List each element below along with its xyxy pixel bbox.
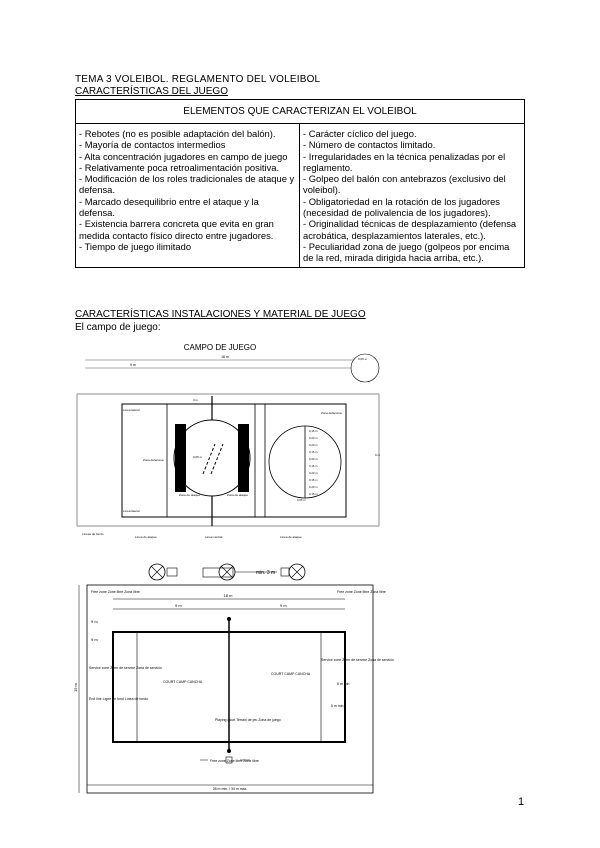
- tick-label: 0,20 m: [309, 443, 318, 447]
- court-label: Línea de ataque: [135, 535, 157, 539]
- tick-label: 0,15 m: [309, 450, 318, 454]
- tick-label: 0,15 m: [309, 492, 318, 496]
- list-item: - Originalidad técnicas de desplazamiento (defensa acrobática, desplazamientos laterales, etc.).: [303, 218, 517, 241]
- figure-title: CAMPO DE JUEGO: [183, 343, 257, 352]
- court-label: Zona defensiva: [321, 411, 342, 415]
- page-number: 1: [518, 796, 525, 808]
- dimension-label: 3 m: [193, 398, 199, 402]
- court-label: Free zone Zone libre Zona libre: [210, 759, 259, 763]
- court-label: Línea lateral: [123, 408, 140, 412]
- dimension-label: 9 m: [280, 603, 287, 608]
- dimension-label: 9 m: [130, 363, 136, 367]
- list-item: - Tiempo de juego ilimitado: [79, 240, 192, 252]
- tick-label: 0,20 m: [309, 436, 318, 440]
- tick-label: 0,15 m: [309, 464, 318, 468]
- list-item: - Modificación de los roles tradicionales de ataque y defensa.: [79, 173, 295, 196]
- court-label: Línea lateral: [123, 509, 140, 513]
- tick-label: 0,20 m: [309, 457, 318, 461]
- tick-label: 0,20 m: [309, 471, 318, 475]
- list-item: - Irregularidades en la técnica penalizadas por el reglamento.: [303, 150, 506, 173]
- list-item: - Golpeo del balón con antebrazos (exclusivo del voleibol).: [303, 173, 506, 196]
- list-item: - Número de contactos limitado.: [303, 139, 436, 151]
- court-label: Zona de ataque: [179, 493, 201, 497]
- court-plan-figure: [73, 557, 394, 799]
- dimension-label: 0,05 m: [193, 455, 203, 459]
- tick-label: 0,15 m: [309, 478, 318, 482]
- list-item: - Existencia barrera concreta que evita en gran medida contacto físico directo entre jugadores.: [79, 218, 274, 241]
- section-subheading-court: El campo de juego:: [75, 322, 161, 333]
- list-item: - Obligatoriedad en la rotación de los jugadores (necesidad de polivalencia de los jugadores).: [303, 195, 500, 219]
- dimension-label: 0,05 m: [297, 498, 306, 502]
- dimension-label: 6 m min: [337, 682, 350, 686]
- document-title: TEMA 3 VOLEIBOL. REGLAMENTO DEL VOLEIBOL: [75, 74, 321, 85]
- list-item: - Relativamente poca retroalimentación positiva.: [79, 161, 280, 173]
- court-label: COURT CAMP CANCHA: [163, 680, 203, 684]
- court-label: COURT CAMP CANCHA: [271, 672, 311, 676]
- section-heading-game-characteristics: CARACTERÍSTICAS DEL JUEGO: [75, 86, 228, 97]
- court-label: Service zone Zone de service Zona de servicio: [321, 658, 394, 662]
- dimension-label: 9 m: [175, 603, 182, 608]
- dimension-label: 9 m: [91, 619, 98, 624]
- section-heading-facilities: CARACTERÍSTICAS INSTALACIONES Y MATERIAL DE JUEGO: [75, 309, 366, 320]
- table-right-column: [300, 124, 525, 268]
- court-label: Línea central: [205, 535, 223, 539]
- dimension-label: 28 m min. / 34 m máx.: [212, 787, 248, 791]
- dimension-label: 0,05 m: [358, 357, 368, 361]
- court-diagram-figure: [75, 336, 385, 554]
- tick-label: 0,15 m: [309, 429, 318, 433]
- characteristics-table: [75, 99, 525, 268]
- court-label: Zona de ataque: [227, 493, 249, 497]
- court-label: Línea de ataque: [280, 535, 302, 539]
- court-label: Zona defensiva: [143, 458, 164, 462]
- dimension-label: 9 m: [91, 637, 98, 642]
- dimension-label: 18 m: [221, 355, 229, 359]
- table-heading: ELEMENTOS QUE CARACTERIZAN EL VOLEIBOL: [76, 100, 525, 124]
- list-item: - Peculiaridad zona de juego (golpeos por encima de la red, mirada dirigida hacia arriba, etc.).: [303, 240, 510, 264]
- court-label: [91, 590, 140, 594]
- table-left-column: [76, 124, 300, 268]
- court-label: Playing court Terrain de jeu Zona de juego: [215, 718, 281, 722]
- court-label: Free zone Zone libre Zona libre: [337, 590, 386, 594]
- list-item: - Mayoría de contactos intermedios: [79, 139, 226, 151]
- dimension-label: 18 m: [223, 593, 233, 598]
- list-item: - Rebotes (no es posible adaptación del balón).: [79, 128, 276, 139]
- dimension-label: 19 m: [73, 683, 78, 692]
- dimension-label: 9 m: [375, 453, 381, 457]
- court-label: Service zone Zone de service Zona de servicio: [89, 666, 162, 670]
- court-label: End line Ligne de fond Línea de fondo: [89, 697, 149, 701]
- list-item: - Alta concentración jugadores en campo de juego: [79, 150, 288, 162]
- dimension-label: min. 3 m: [256, 570, 276, 576]
- court-label: Líneas de fondo: [82, 532, 104, 536]
- list-item: - Marcado desequilibrio entre el ataque y la defensa.: [79, 195, 259, 219]
- court-label: Free zone Zone libre Zona libre: [91, 590, 140, 594]
- tick-label: 0,20 m: [309, 485, 318, 489]
- list-item: - Carácter cíclico del juego.: [303, 128, 417, 139]
- dimension-label: 5 m min: [331, 704, 344, 708]
